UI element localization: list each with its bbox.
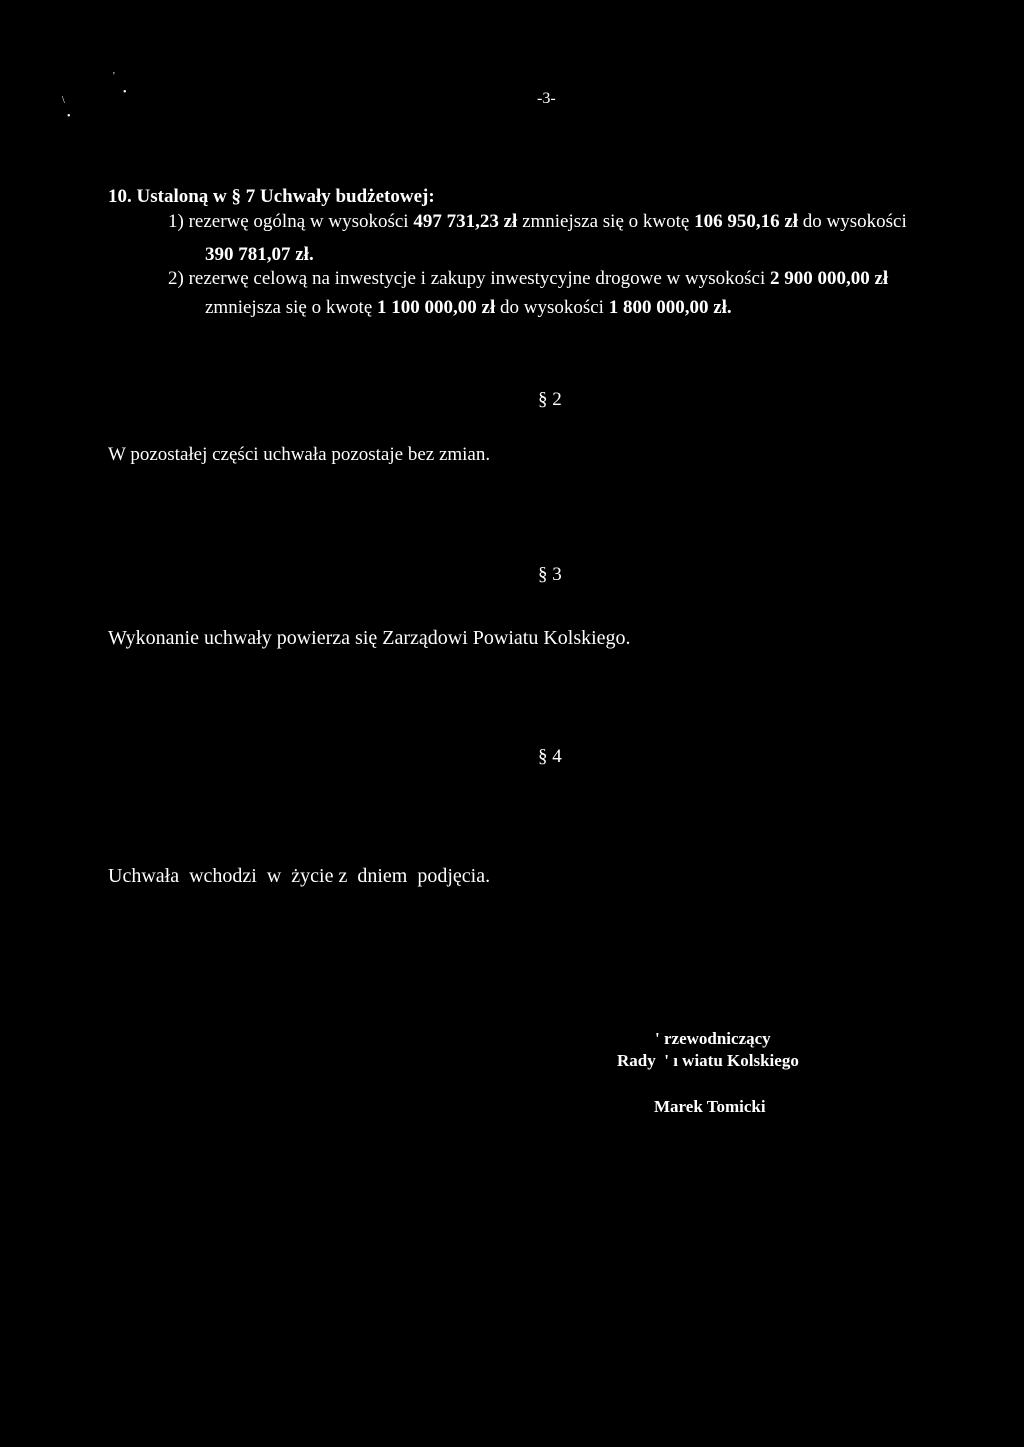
section-10-heading-text: 10. Ustaloną w § 7 Uchwały budżetowej: (108, 186, 435, 207)
paragraph-3-text: Wykonanie uchwały powierza się Zarządowi Powiatu Kolskiego. (108, 627, 631, 649)
item-2-amount-b: 1 100 000,00 zł (377, 297, 496, 318)
section-2-symbol: § 2 (538, 389, 562, 410)
item-2-amount-c: 1 800 000,00 zł. (608, 297, 732, 318)
item-2-text-b: zmniejsza się o kwotę (205, 297, 373, 318)
scan-speck: • (67, 111, 71, 122)
item-1-text-a: rezerwę ogólną w wysokości (188, 211, 409, 232)
scan-speck: \ (62, 95, 65, 106)
item-2-line-1 (168, 267, 888, 291)
item-2-text-c: do wysokości (499, 297, 604, 318)
item-2-amount-a: 2 900 000,00 zł (770, 268, 889, 289)
item-1-text-c: do wysokości (802, 211, 907, 232)
signature-title: ' rzewodniczący (655, 1029, 771, 1048)
signature-name: Marek Tomicki (654, 1097, 766, 1116)
section-4-symbol: § 4 (538, 746, 562, 767)
item-2-prefix: 2) (168, 268, 184, 289)
item-2-text-a: rezerwę celową na inwestycje i zakupy inwestycyjne drogowe w wysokości (188, 268, 766, 289)
item-1-line-1 (168, 210, 907, 234)
item-1-amount-b: 106 950,16 zł (694, 211, 799, 232)
section-3-symbol: § 3 (538, 564, 562, 585)
item-1-prefix: 1) (168, 211, 184, 232)
page-number: -3- (537, 90, 556, 107)
signature-council: Rady ' ı wiatu Kolskiego (617, 1051, 799, 1070)
item-1-amount-c: 390 781,07 zł. (205, 244, 314, 265)
section-10-heading (108, 185, 435, 209)
item-2-line-2 (205, 296, 732, 320)
paragraph-4-text: Uchwała wchodzi w życie z dniem podjęcia. (108, 865, 491, 887)
item-1-amount-a: 497 731,23 zł (413, 211, 518, 232)
scan-speck: ' (113, 71, 115, 82)
paragraph-2-text: W pozostałej części uchwała pozostaje bez zmian. (108, 444, 491, 465)
item-1-text-b: zmniejsza się o kwotę (522, 211, 690, 232)
scan-speck: • (123, 87, 127, 98)
